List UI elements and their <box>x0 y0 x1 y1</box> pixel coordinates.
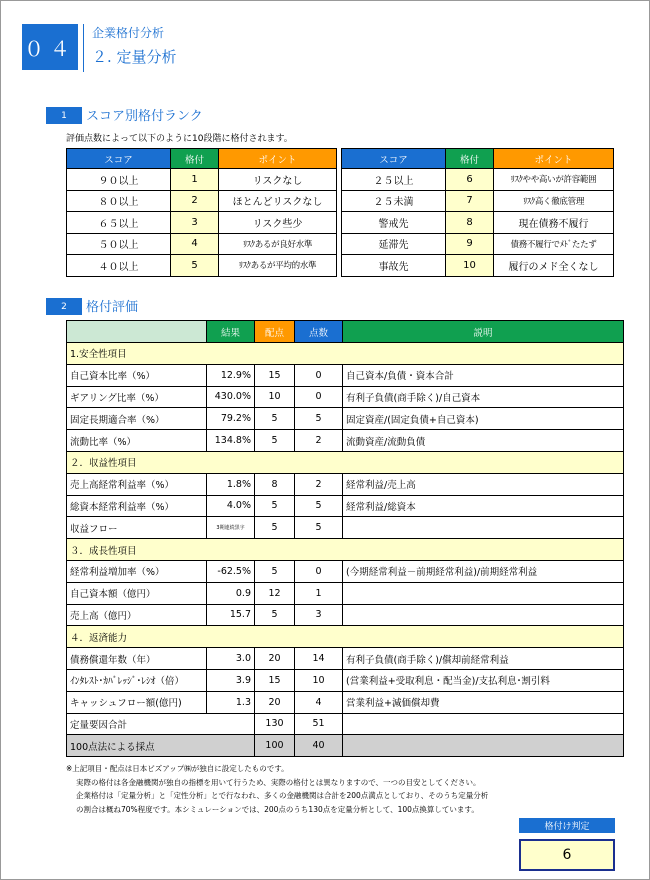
table-row <box>67 691 624 713</box>
result-cell: 0.9 <box>207 582 255 604</box>
desc-cell <box>343 517 624 539</box>
converted-alloc: 100 <box>255 735 295 757</box>
score-cell: 0 <box>295 386 343 408</box>
item-cell: 自己資本比率（%） <box>67 364 207 386</box>
item-cell: 固定長期適合率（%） <box>67 408 207 430</box>
section-1-intro: 評価点数によって以下のように10段階に格付されます。 <box>66 134 293 144</box>
rank-cell: 8 <box>446 212 494 234</box>
category-row <box>67 451 624 473</box>
result-cell: 1.8% <box>207 473 255 495</box>
converted-desc <box>343 735 624 757</box>
table-row <box>67 669 624 691</box>
score-cell: 0 <box>295 560 343 582</box>
score-cell: ４０以上 <box>67 255 171 277</box>
header-rank: 格付 <box>446 149 494 169</box>
section-1-number: 1 <box>46 107 82 124</box>
footnote: ※上記項目・配点は日本ビズアップ㈱が独自に設定したものです。 <box>66 764 289 773</box>
section-2-number: 2 <box>46 298 82 315</box>
table-row <box>67 582 624 604</box>
rank-cell: 7 <box>446 190 494 212</box>
rank-row <box>342 233 614 255</box>
table-row <box>67 408 624 430</box>
desc-cell: 経常利益/総資本 <box>343 495 624 517</box>
page-title: 企業格付分析 <box>92 26 165 40</box>
rank-cell: 2 <box>171 190 219 212</box>
item-cell: ギアリング比率（%） <box>67 386 207 408</box>
total-score: 51 <box>295 713 343 735</box>
desc-cell <box>343 582 624 604</box>
category-label: ４．返済能力 <box>67 626 624 648</box>
item-cell: ｲﾝﾀﾚｽﾄ･ｶﾊﾞﾚｯｼﾞ･ﾚｼｵ（倍） <box>67 669 207 691</box>
point-cell: ﾘｽｸあるが平均的水準 <box>219 255 337 277</box>
header-score: スコア <box>67 149 171 169</box>
table-row <box>67 560 624 582</box>
page-subtitle: ２. 定量分析 <box>92 48 177 66</box>
item-cell: 自己資本額（億円） <box>67 582 207 604</box>
point-cell: リスクなし <box>219 169 337 191</box>
alloc-cell: 20 <box>255 648 295 670</box>
score-cell: 10 <box>295 669 343 691</box>
result-cell: 134.8% <box>207 430 255 452</box>
table-row <box>67 364 624 386</box>
rank-cell: 5 <box>171 255 219 277</box>
footnote: 実際の格付は各金融機関が独自の指標を用いて行うため、実際の格付とは異なりますので、一つの目安としてください。 <box>76 777 481 787</box>
desc-cell: (営業利益+受取利息・配当金)/支払利息･割引料 <box>343 669 624 691</box>
desc-cell: 有利子負債(商手除く)/償却前経常利益 <box>343 648 624 670</box>
rank-cell: 3 <box>171 212 219 234</box>
result-cell: 1.3 <box>207 691 255 713</box>
score-cell: 延滞先 <box>342 233 446 255</box>
category-row <box>67 539 624 561</box>
desc-cell: 有利子負債(商手除く)/自己資本 <box>343 386 624 408</box>
item-cell: キャッシュフロー額(億円) <box>67 691 207 713</box>
footnote: 企業格付は「定量分析」と「定性分析」とで行なわれ、多くの金融機関は合計を200点満点としており、そのうち定量分析 <box>76 791 489 800</box>
point-cell: 債務不履行でﾒﾄﾞたたず <box>494 233 614 255</box>
alloc-cell: 5 <box>255 560 295 582</box>
total-desc <box>343 713 624 735</box>
score-cell: ６５以上 <box>67 212 171 234</box>
point-cell: ほとんどリスクなし <box>219 190 337 212</box>
alloc-cell: 5 <box>255 495 295 517</box>
desc-cell: 固定資産/(固定負債+自己資本) <box>343 408 624 430</box>
item-cell: 債務償還年数（年） <box>67 648 207 670</box>
rank-table-right <box>341 148 614 277</box>
total-row <box>67 713 624 735</box>
chapter-number: ０４ <box>22 24 78 70</box>
table-row <box>67 648 624 670</box>
alloc-cell: 12 <box>255 582 295 604</box>
score-cell: ２５未満 <box>342 190 446 212</box>
result-cell: 79.2% <box>207 408 255 430</box>
result-cell: 430.0% <box>207 386 255 408</box>
score-cell: 5 <box>295 517 343 539</box>
converted-label: 100点法による採点 <box>67 735 255 757</box>
result-cell: 15.7 <box>207 604 255 626</box>
judgement-label: 格付け判定 <box>519 818 615 833</box>
header-alloc: 配点 <box>255 321 295 343</box>
header-rank: 格付 <box>171 149 219 169</box>
score-cell: 14 <box>295 648 343 670</box>
section-2-title: 格付評価 <box>86 300 139 315</box>
score-cell: 3 <box>295 604 343 626</box>
section-1-title: スコア別格付ランク <box>86 109 203 124</box>
rank-row <box>342 255 614 277</box>
rank-row <box>342 169 614 191</box>
item-cell: 流動比率（%） <box>67 430 207 452</box>
alloc-cell: 20 <box>255 691 295 713</box>
item-cell: 売上高経常利益率（%） <box>67 473 207 495</box>
rank-table-left <box>66 148 337 277</box>
header-score: スコア <box>342 149 446 169</box>
desc-cell: 営業利益+減価償却費 <box>343 691 624 713</box>
score-cell: 事故先 <box>342 255 446 277</box>
alloc-cell: 10 <box>255 386 295 408</box>
category-row <box>67 343 624 365</box>
alloc-cell: 15 <box>255 669 295 691</box>
desc-cell: 自己資本/負債・資本合計 <box>343 364 624 386</box>
score-cell: ９０以上 <box>67 169 171 191</box>
rank-row <box>67 212 337 234</box>
score-cell: 5 <box>295 495 343 517</box>
item-cell: 売上高（億円） <box>67 604 207 626</box>
item-cell: 経常利益増加率（%） <box>67 560 207 582</box>
category-row <box>67 626 624 648</box>
desc-cell <box>343 604 624 626</box>
converted-score: 40 <box>295 735 343 757</box>
header-score: 点数 <box>295 321 343 343</box>
alloc-cell: 5 <box>255 604 295 626</box>
score-cell: ２５以上 <box>342 169 446 191</box>
rank-cell: 10 <box>446 255 494 277</box>
rank-row <box>67 190 337 212</box>
table-row <box>67 604 624 626</box>
score-cell: ５０以上 <box>67 233 171 255</box>
category-label: ２．収益性項目 <box>67 451 624 473</box>
alloc-cell: 5 <box>255 517 295 539</box>
rank-cell: 4 <box>171 233 219 255</box>
judgement-value: 6 <box>519 839 615 871</box>
rank-row <box>342 190 614 212</box>
desc-cell: (今期経常利益－前期経常利益)/前期経常利益 <box>343 560 624 582</box>
table-row <box>67 386 624 408</box>
score-cell: 2 <box>295 430 343 452</box>
point-cell: ﾘｽｸやや高いが許容範囲 <box>494 169 614 191</box>
point-cell: ﾘｽｸあるが良好水準 <box>219 233 337 255</box>
table-row <box>67 517 624 539</box>
desc-cell: 流動資産/流動負債 <box>343 430 624 452</box>
score-cell: 2 <box>295 473 343 495</box>
header-point: ポイント <box>219 149 337 169</box>
score-cell: 1 <box>295 582 343 604</box>
result-cell: 3.0 <box>207 648 255 670</box>
table-row <box>67 430 624 452</box>
rank-row <box>67 233 337 255</box>
score-cell: 警戒先 <box>342 212 446 234</box>
header-description: 説明 <box>343 321 624 343</box>
point-cell: ﾘｽｸ高く徹底管理 <box>494 190 614 212</box>
rank-row <box>342 212 614 234</box>
total-label: 定量要因合計 <box>67 713 255 735</box>
header-item <box>67 321 207 343</box>
rank-cell: 9 <box>446 233 494 255</box>
header-result: 結果 <box>207 321 255 343</box>
result-cell: 12.9% <box>207 364 255 386</box>
score-cell: 4 <box>295 691 343 713</box>
rank-cell: 1 <box>171 169 219 191</box>
converted-row <box>67 735 624 757</box>
category-label: ３．成長性項目 <box>67 539 624 561</box>
alloc-cell: 5 <box>255 430 295 452</box>
alloc-cell: 8 <box>255 473 295 495</box>
rank-row <box>67 169 337 191</box>
point-cell: リスク些少 <box>219 212 337 234</box>
desc-cell: 経常利益/売上高 <box>343 473 624 495</box>
category-label: 1.安全性項目 <box>67 343 624 365</box>
footnotes <box>66 762 488 816</box>
table-row <box>67 473 624 495</box>
point-cell: 履行のメド全くなし <box>494 255 614 277</box>
result-cell: 4.0% <box>207 495 255 517</box>
result-cell: -62.5% <box>207 560 255 582</box>
score-cell: 0 <box>295 364 343 386</box>
item-cell: 収益フロー <box>67 517 207 539</box>
point-cell: 現在債務不履行 <box>494 212 614 234</box>
rank-cell: 6 <box>446 169 494 191</box>
header-point: ポイント <box>494 149 614 169</box>
footnote: の割合は概ね70%程度です。本シミュレーションでは、200点のうち130点を定量分析として、100点換算しています。 <box>76 804 479 814</box>
alloc-cell: 5 <box>255 408 295 430</box>
table-row <box>67 495 624 517</box>
score-cell: ８０以上 <box>67 190 171 212</box>
alloc-cell: 15 <box>255 364 295 386</box>
header-divider <box>83 24 84 72</box>
result-cell: 3.9 <box>207 669 255 691</box>
result-cell: 3期連続黒字 <box>207 517 255 539</box>
item-cell: 総資本経常利益率（%） <box>67 495 207 517</box>
total-alloc: 130 <box>255 713 295 735</box>
rank-row <box>67 255 337 277</box>
evaluation-table <box>66 320 624 757</box>
score-cell: 5 <box>295 408 343 430</box>
